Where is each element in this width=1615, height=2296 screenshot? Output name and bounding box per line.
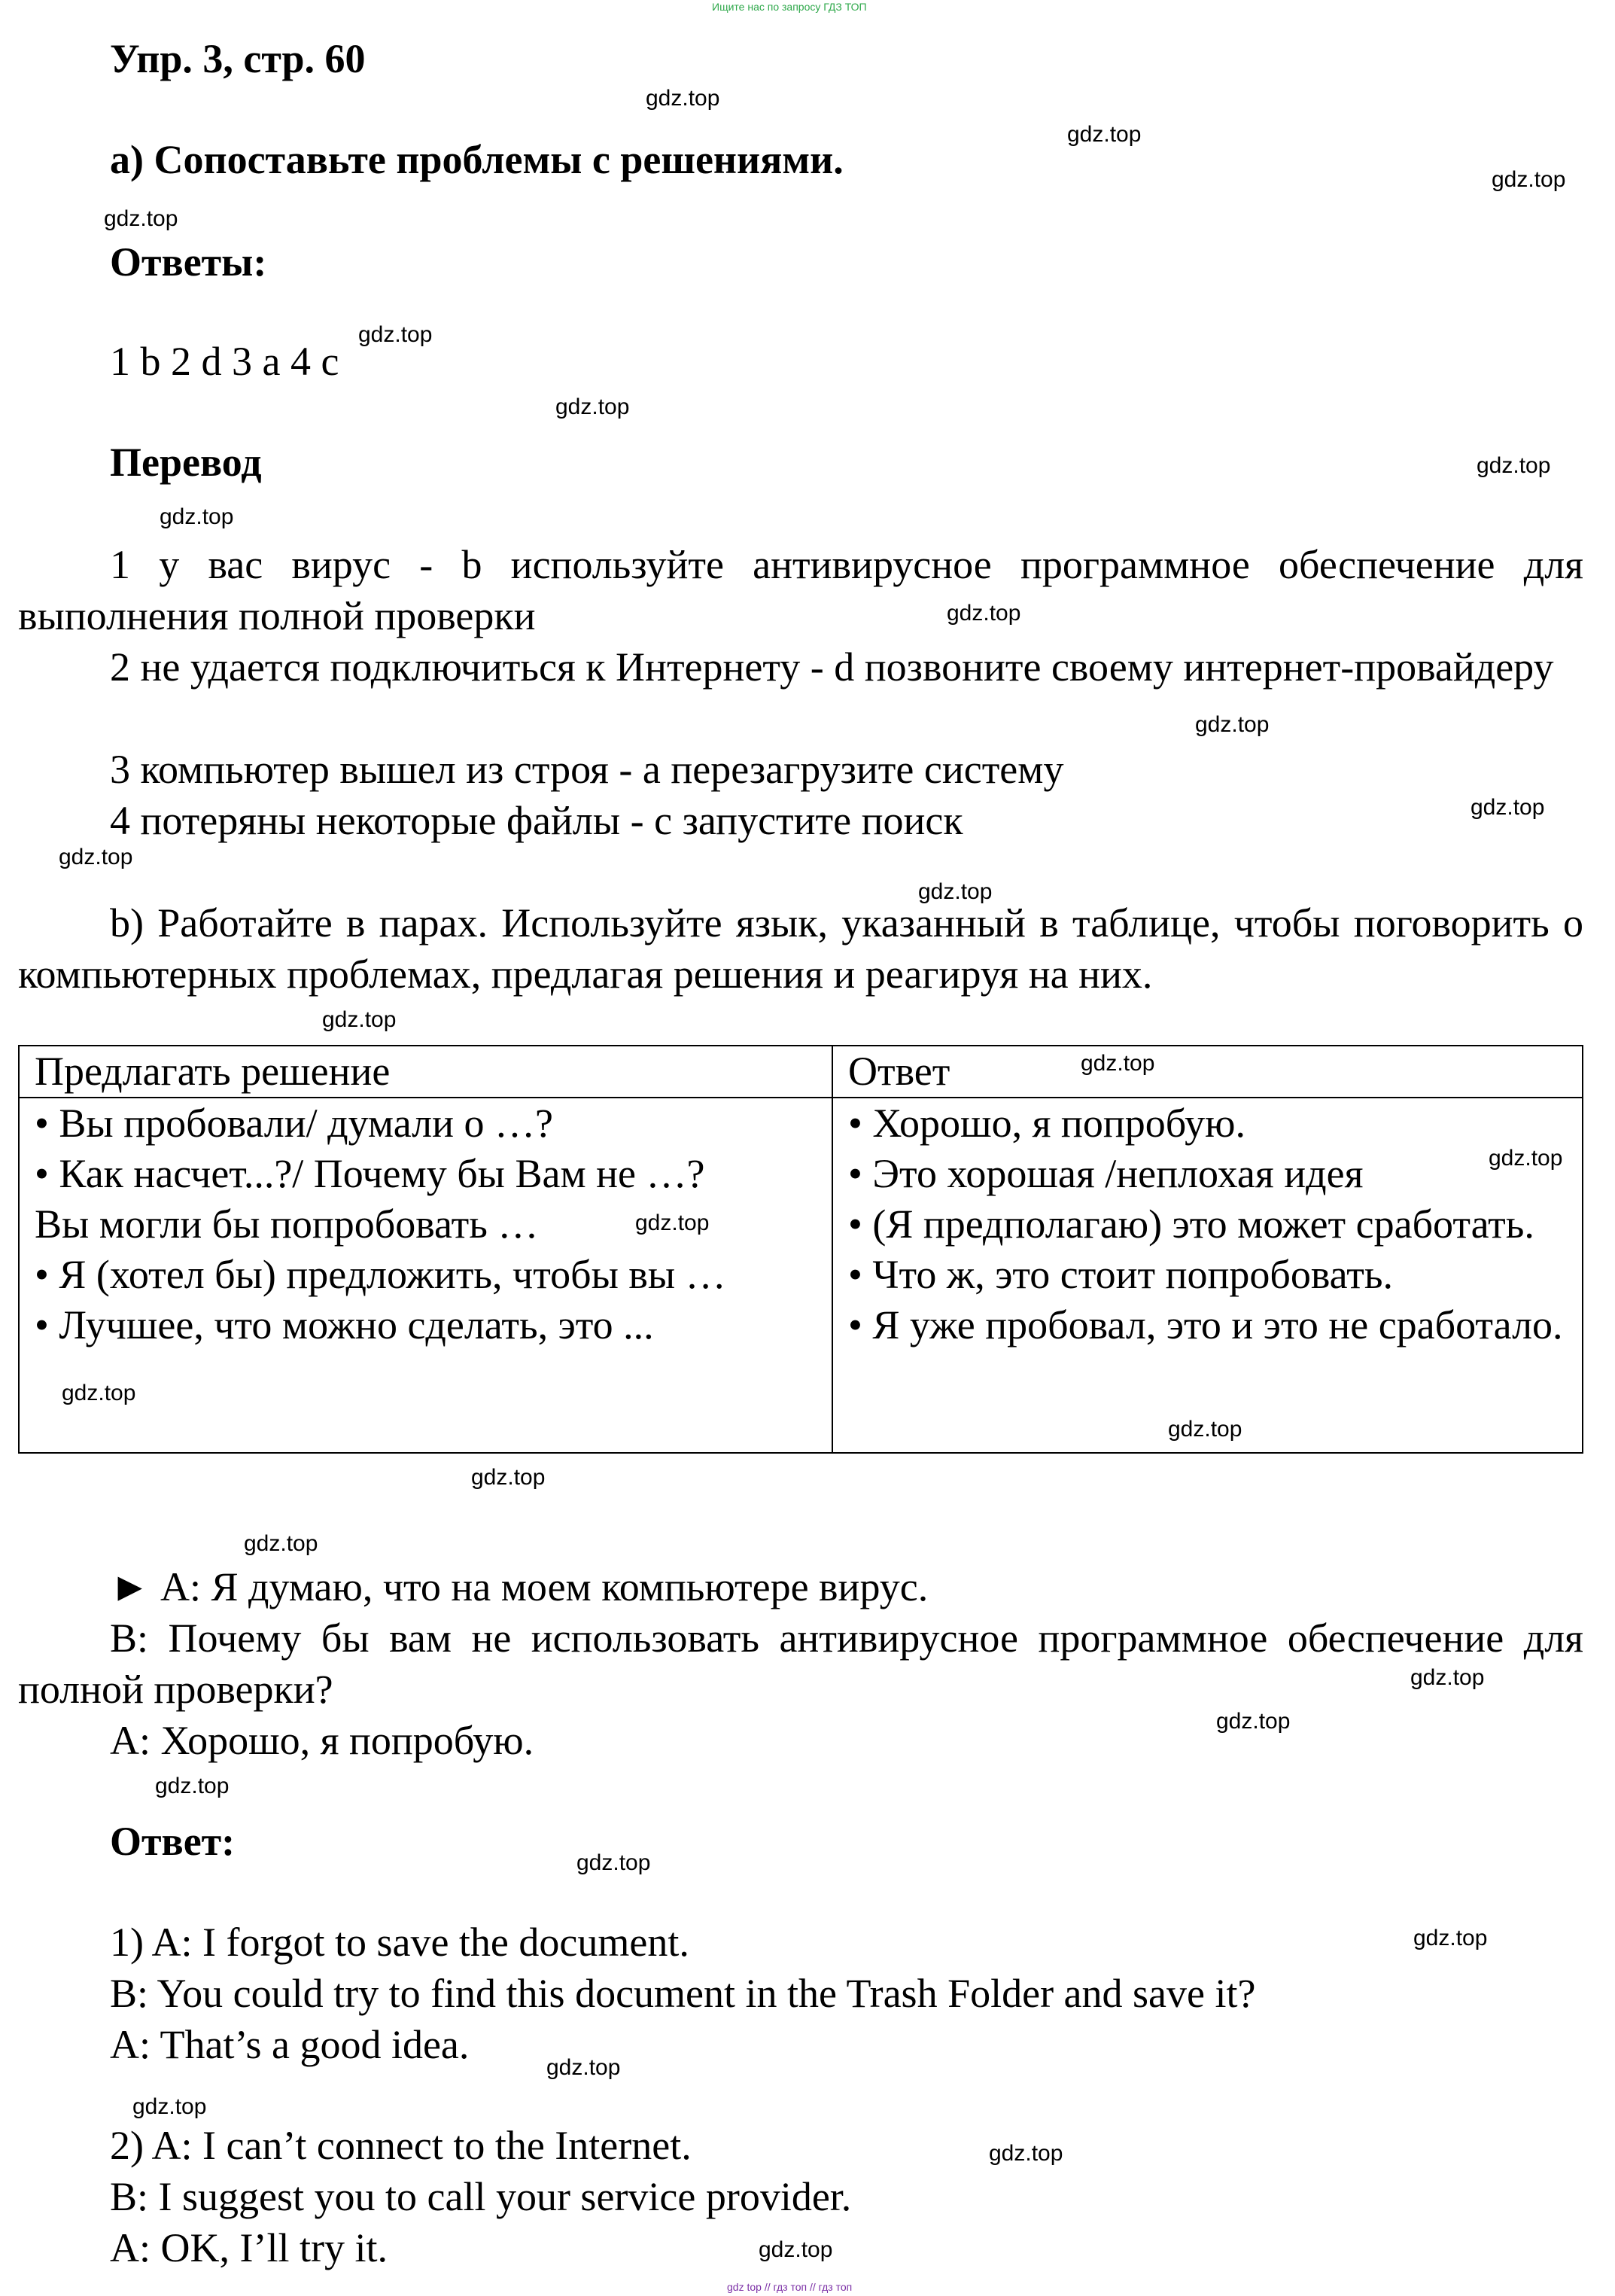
watermark: gdz.top — [546, 2055, 621, 2080]
table-header-row — [19, 1046, 1583, 1098]
table-cell-line: • Лучшее, что можно сделать, это ... — [35, 1302, 654, 1347]
answers-heading: Ответы: — [110, 239, 267, 285]
table-cell-responses — [832, 1098, 1583, 1453]
task-b-text: b) Работайте в парах. Используйте язык, указанный в таблице, чтобы поговорить о компьютерных проблемах, предлагая решения и реагируя на них. — [18, 900, 1583, 997]
watermark: gdz.top — [646, 86, 720, 111]
table-cell-line: • Я уже пробовал, это и это не сработало. — [848, 1302, 1563, 1347]
table-cell-line: • (Я предполагаю) это может сработать. — [848, 1201, 1534, 1247]
answer-heading: Ответ: — [110, 1819, 236, 1864]
translation-item: 2 не удается подключиться к Интернету - d позвоните своему интернет-провайдеру — [110, 644, 1554, 690]
translation-item: 1 у вас вирус - b используйте антивирусное программное обеспечение для выполнения полной проверки — [18, 542, 1583, 638]
example-line: В: Почему бы вам не использовать антивирусное программное обеспечение для полной проверки? — [18, 1615, 1583, 1712]
example-line: ► А: Я думаю, что на моем компьютере вирус. — [110, 1564, 929, 1609]
dialog-line: 2) A: I can’t connect to the Internet. — [110, 2123, 692, 2168]
watermark: gdz.top — [132, 2094, 207, 2119]
table-cell-line: • Это хорошая /неплохая идея — [848, 1151, 1364, 1196]
example-line: А: Хорошо, я попробую. — [110, 1718, 534, 1763]
watermark: gdz.top — [1410, 1665, 1485, 1690]
table-cell-line: • Как насчет...?/ Почему бы Вам не …? — [35, 1151, 705, 1196]
footer-banner[interactable]: gdz top // гдз топ // гдз топ — [727, 2281, 853, 2293]
watermark: gdz.top — [918, 879, 993, 904]
table-header-suggest: Предлагать решение — [19, 1046, 832, 1098]
watermark: gdz.top — [576, 1850, 651, 1875]
translation-item: 3 компьютер вышел из строя - a перезагрузите систему — [110, 747, 1064, 792]
dialog-line: A: OK, I’ll try it. — [110, 2225, 388, 2270]
watermark: gdz.top — [947, 601, 1021, 626]
dialog-line: B: I suggest you to call your service provider. — [110, 2174, 852, 2219]
watermark: gdz.top — [635, 1210, 710, 1235]
watermark: gdz.top — [1216, 1709, 1291, 1734]
watermark: gdz.top — [1489, 1146, 1563, 1171]
watermark: gdz.top — [104, 206, 178, 231]
table-header-response: Ответ — [832, 1046, 1583, 1098]
translation-heading: Перевод — [110, 440, 262, 485]
table-cell-suggestions — [19, 1098, 832, 1453]
dialog-line: B: You could try to find this document in the Trash Folder and save it? — [110, 1971, 1256, 2016]
watermark: gdz.top — [759, 2237, 833, 2262]
watermark: gdz.top — [244, 1531, 318, 1556]
dialog-line: A: That’s a good idea. — [110, 2022, 470, 2067]
table-row — [19, 1098, 1583, 1453]
table-cell-line: • Я (хотел бы) предложить, чтобы вы … — [35, 1252, 726, 1297]
table-cell-line: • Вы пробовали/ думали о …? — [35, 1101, 553, 1146]
watermark: gdz.top — [471, 1465, 546, 1490]
watermark: gdz.top — [160, 504, 234, 529]
watermark: gdz.top — [1195, 712, 1270, 737]
watermark: gdz.top — [1413, 1926, 1488, 1950]
task-a-heading: a) Сопоставьте проблемы с решениями. — [110, 137, 844, 182]
watermark: gdz.top — [1477, 453, 1551, 478]
watermark: gdz.top — [989, 2141, 1063, 2166]
header-banner[interactable]: Ищите нас по запросу ГДЗ ТОП — [712, 1, 867, 13]
watermark: gdz.top — [62, 1381, 136, 1405]
table-cell-line: • Что ж, это стоит попробовать. — [848, 1252, 1393, 1297]
watermark: gdz.top — [358, 322, 433, 347]
dialog-line: 1) A: I forgot to save the document. — [110, 1920, 689, 1965]
page-title: Упр. 3, стр. 60 — [110, 36, 366, 81]
watermark: gdz.top — [1471, 795, 1545, 820]
phrases-table — [18, 1045, 1583, 1454]
translation-item: 4 потеряны некоторые файлы - c запустите поиск — [110, 798, 963, 843]
watermark: gdz.top — [1081, 1051, 1155, 1076]
watermark: gdz.top — [1168, 1417, 1242, 1442]
watermark: gdz.top — [1067, 122, 1142, 147]
watermark: gdz.top — [59, 845, 133, 869]
watermark: gdz.top — [155, 1774, 230, 1798]
watermark: gdz.top — [555, 394, 630, 419]
table-cell-line: Вы могли бы попробовать … — [35, 1201, 539, 1247]
answers-text: 1 b 2 d 3 a 4 c — [110, 339, 339, 384]
watermark: gdz.top — [1492, 167, 1566, 192]
table-cell-line: • Хорошо, я попробую. — [848, 1101, 1245, 1146]
watermark: gdz.top — [322, 1007, 397, 1032]
